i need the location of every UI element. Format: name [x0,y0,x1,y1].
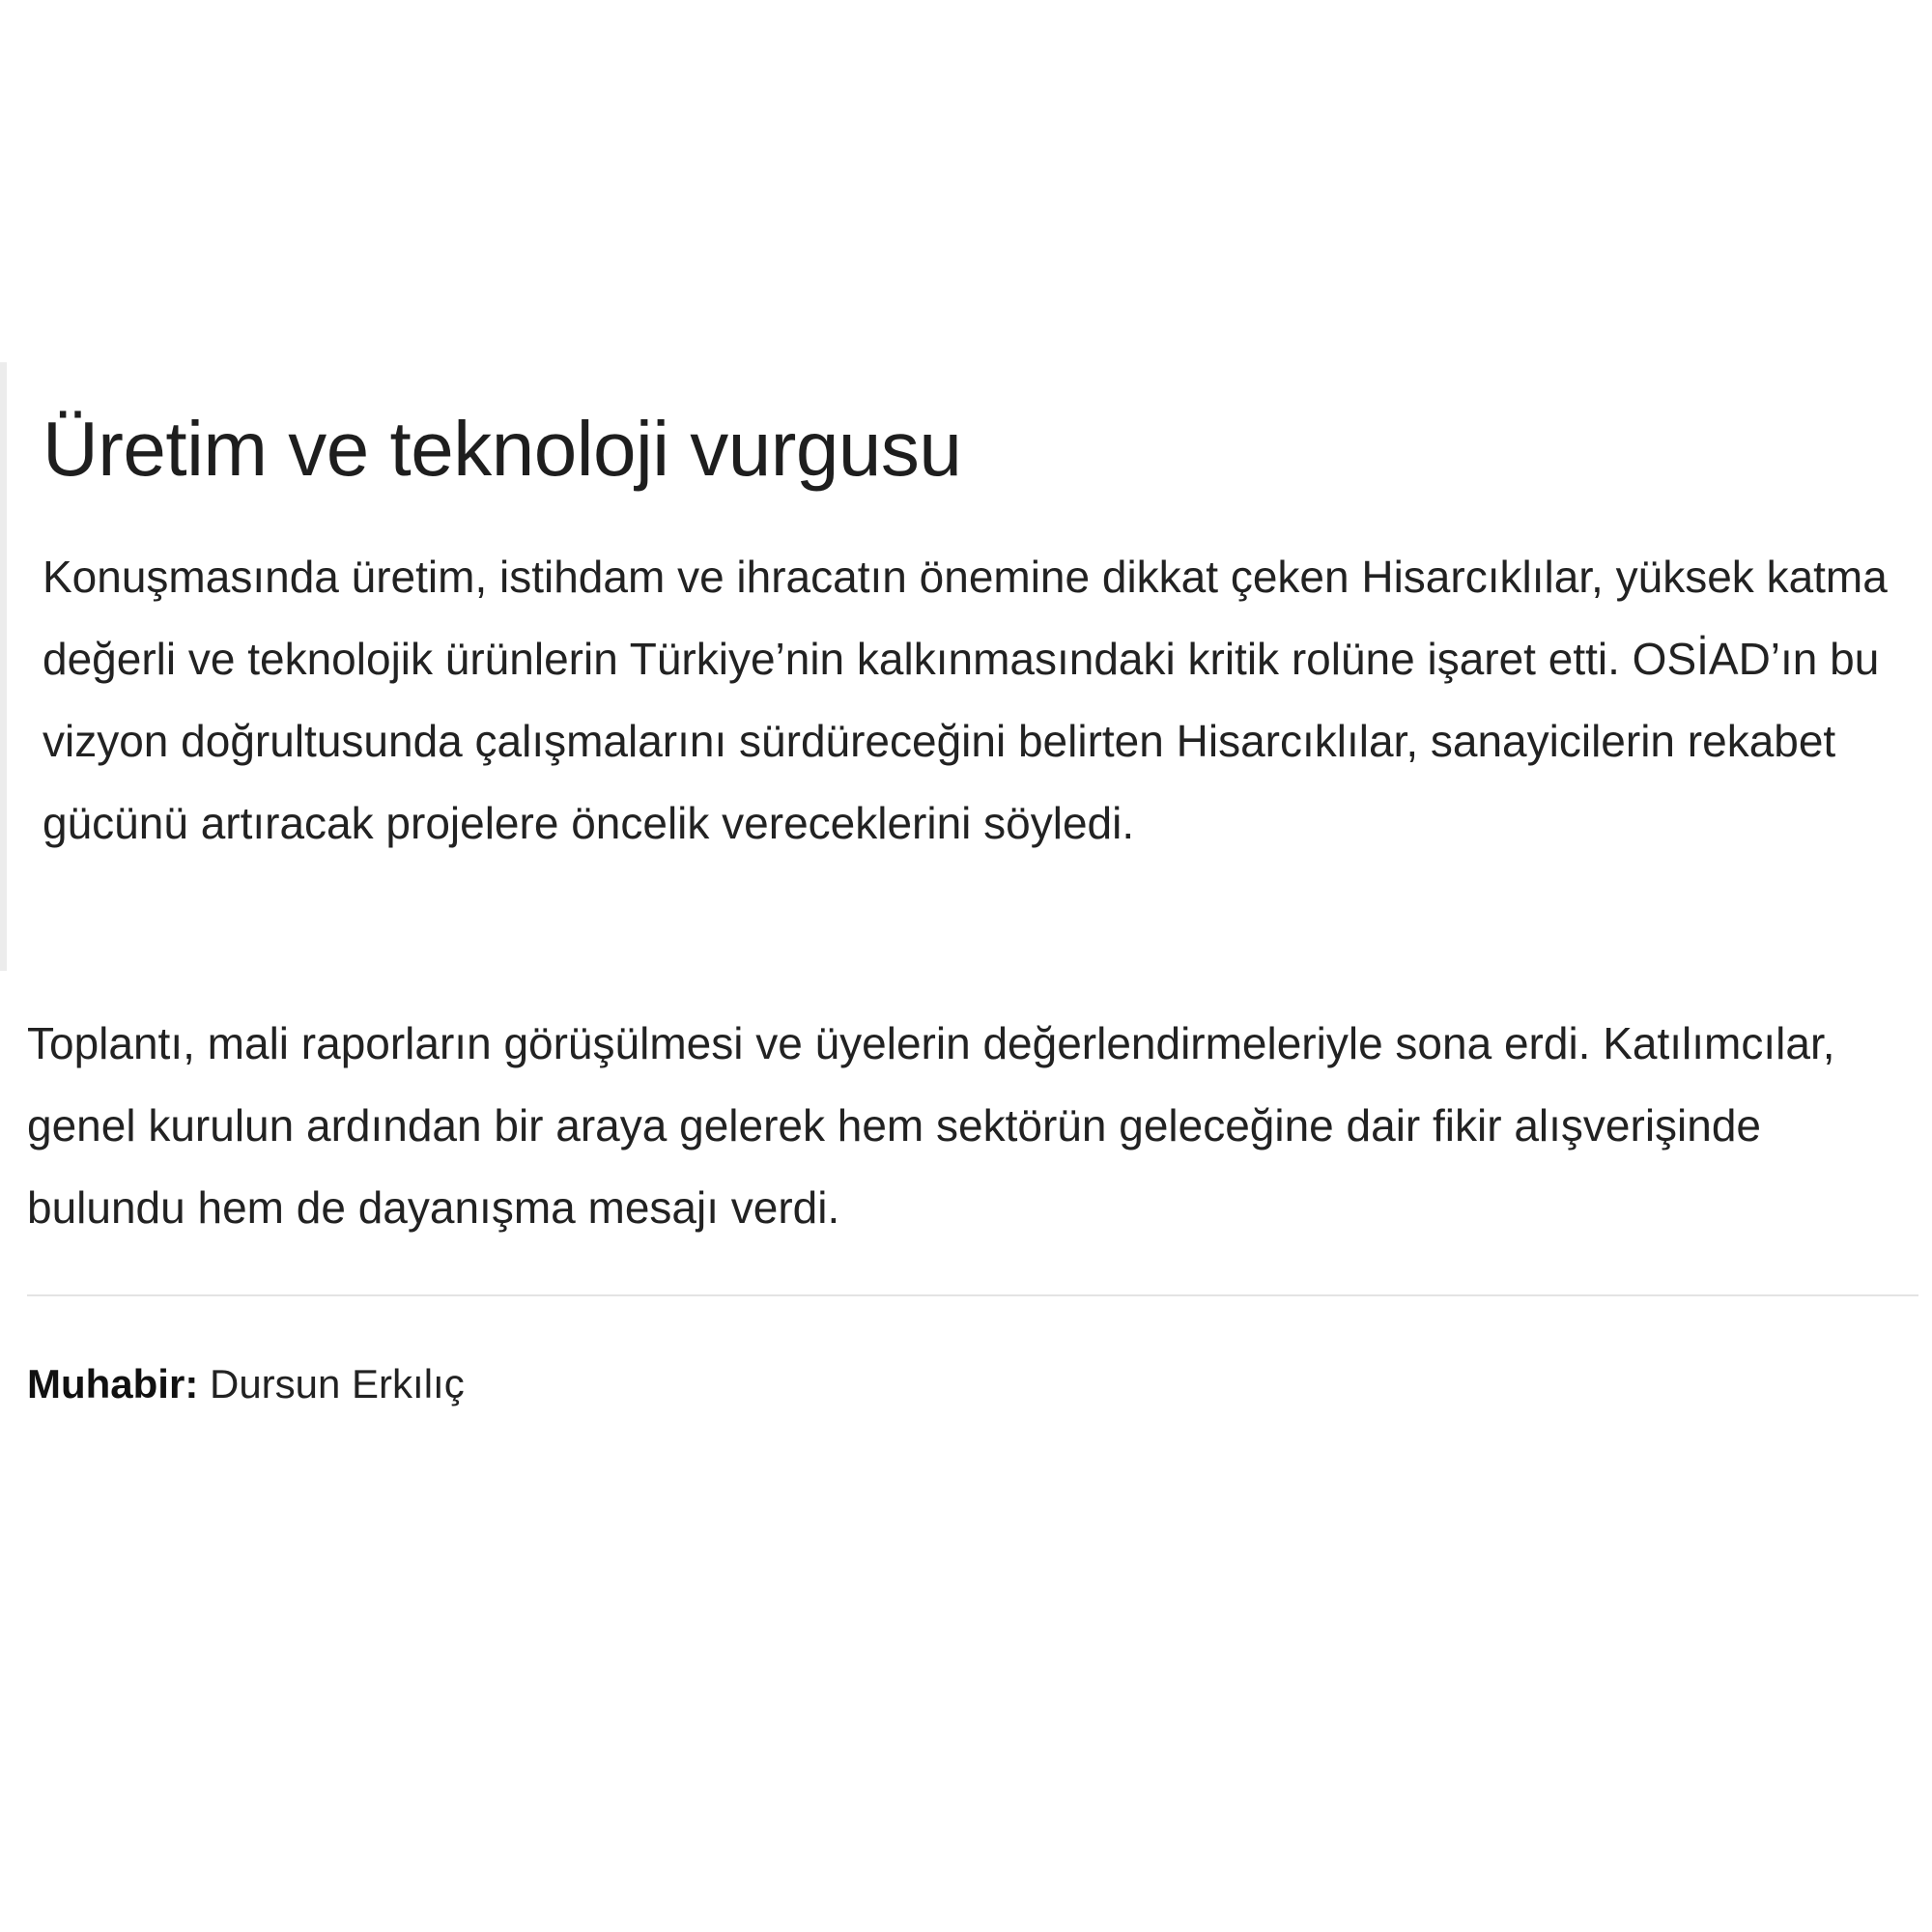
section-body-paragraph: Konuşmasında üretim, istihdam ve ihracatın önemine dikkat çeken Hisarcıklılar, yüksek katma değerli ve teknolojik ürünlerin Türkiye’nin kalkınmasındaki kritik rolüne işaret etti. OSİAD’ın bu vizyon doğrultusunda çalışmalarını sürdüreceğini belirten Hisarcıklılar, sanayicilerin rekabet gücünü artıracak projelere öncelik vereceklerini söyledi. [43,552,1888,848]
closing-paragraph: Toplantı, mali raporların görüşülmesi ve üyelerin değerlendirmeleriyle sona erdi. Katılımcılar, genel kurulun ardından bir araya gelerek hem sektörün geleceğine dair fikir alışverişinde bulundu hem de dayanışma mesajı verdi. [27,1018,1835,1233]
section-heading: Üretim ve teknoloji vurgusu [43,406,962,492]
highlight-section [0,362,1922,971]
byline-author-name: Dursun Erkılıç [209,1361,465,1406]
byline-label: Muhabir: [27,1361,199,1406]
byline [27,1357,465,1411]
byline-divider [27,1294,1918,1296]
